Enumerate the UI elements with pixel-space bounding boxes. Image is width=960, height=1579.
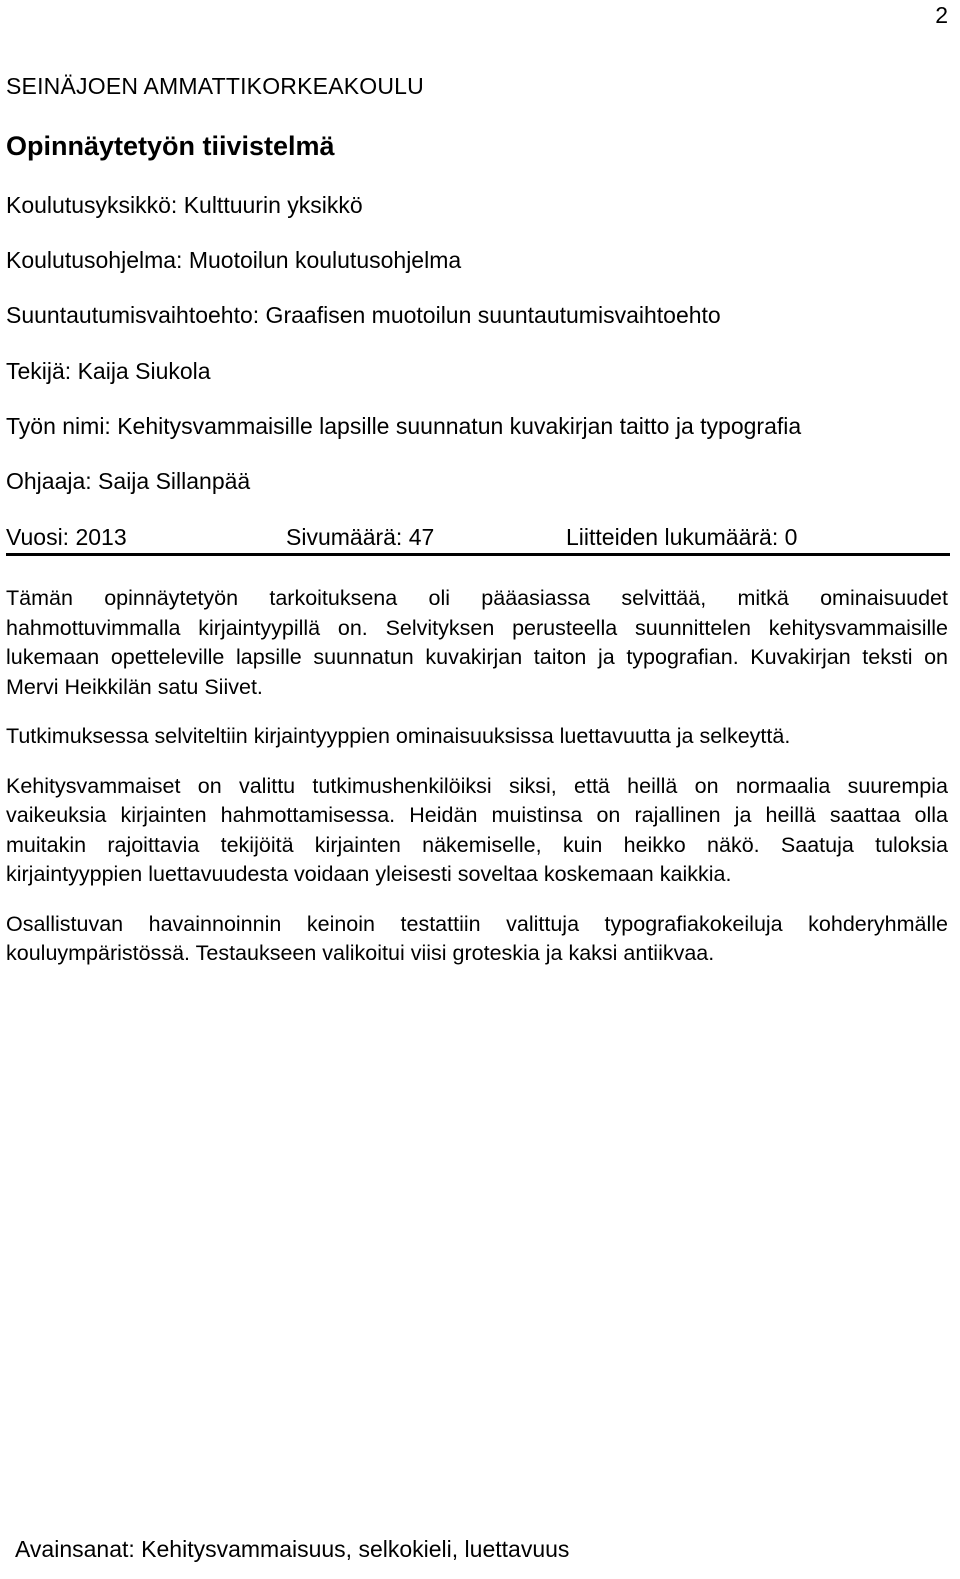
meta-unit: Koulutusyksikkö: Kulttuurin yksikkö <box>6 192 363 218</box>
abstract-paragraph: Tutkimuksessa selviteltiin kirjaintyyppien ominaisuuksissa luettavuutta ja selkeyttä. <box>6 724 791 748</box>
meta-pages: Sivumäärä: 47 <box>286 524 435 550</box>
meta-programme: Koulutusohjelma: Muotoilun koulutusohjelma <box>6 247 462 273</box>
meta-author: Tekijä: Kaija Siukola <box>6 358 211 384</box>
meta-work-title: Työn nimi: Kehitysvammaisille lapsille suunnatun kuvakirjan taitto ja typografia <box>6 413 802 439</box>
abstract-paragraph: Tämän opinnäytetyön tarkoituksena oli pääasiassa selvittää, mitkä ominaisuudet hahmottuvimmalla kirjaintyypillä on. Selvityksen perusteella suunnittelen kehitysvammaisille lukemaan opetteleville lapsille suunnatun kuvakirjan taiton ja typografian. Kuvakirjan teksti on Mervi Heikkilän satu Siivet. <box>6 586 948 699</box>
meta-year: Vuosi: 2013 <box>6 524 127 550</box>
section-divider <box>6 553 950 556</box>
school-name: SEINÄJOEN AMMATTIKORKEAKOULU <box>6 73 424 99</box>
abstract-paragraph: Kehitysvammaiset on valittu tutkimushenkilöiksi siksi, että heillä on normaalia suurempia vaikeuksia kirjainten hahmottamisessa. Heidän muistinsa on rajallinen ja heillä saattaa olla muitakin rajoittavia tekijöitä kirjainten näkemiselle, kuin heikko näkö. Saatuja tuloksia kirjaintyyppien luettavuudesta voidaan yleisesti soveltaa koskemaan kaikkia. <box>6 773 948 886</box>
abstract-paragraph: Osallistuvan havainnoinnin keinoin testattiin valittuja typografiakokeiluja kohderyhmälle kouluympäristössä. Testaukseen valikoitui viisi groteskia ja kaksi antiikvaa. <box>6 911 948 965</box>
keywords: Avainsanat: Kehitysvammaisuus, selkokieli, luettavuus <box>15 1536 570 1562</box>
abstract-body <box>6 584 948 989</box>
meta-appendices: Liitteiden lukumäärä: 0 <box>566 524 798 550</box>
meta-supervisor: Ohjaaja: Saija Sillanpää <box>6 468 251 494</box>
meta-specialization: Suuntautumisvaihtoehto: Graafisen muotoilun suuntautumisvaihtoehto <box>6 302 721 328</box>
document-title: Opinnäytetyön tiivistelmä <box>6 131 335 161</box>
page-number: 2 <box>935 2 948 28</box>
